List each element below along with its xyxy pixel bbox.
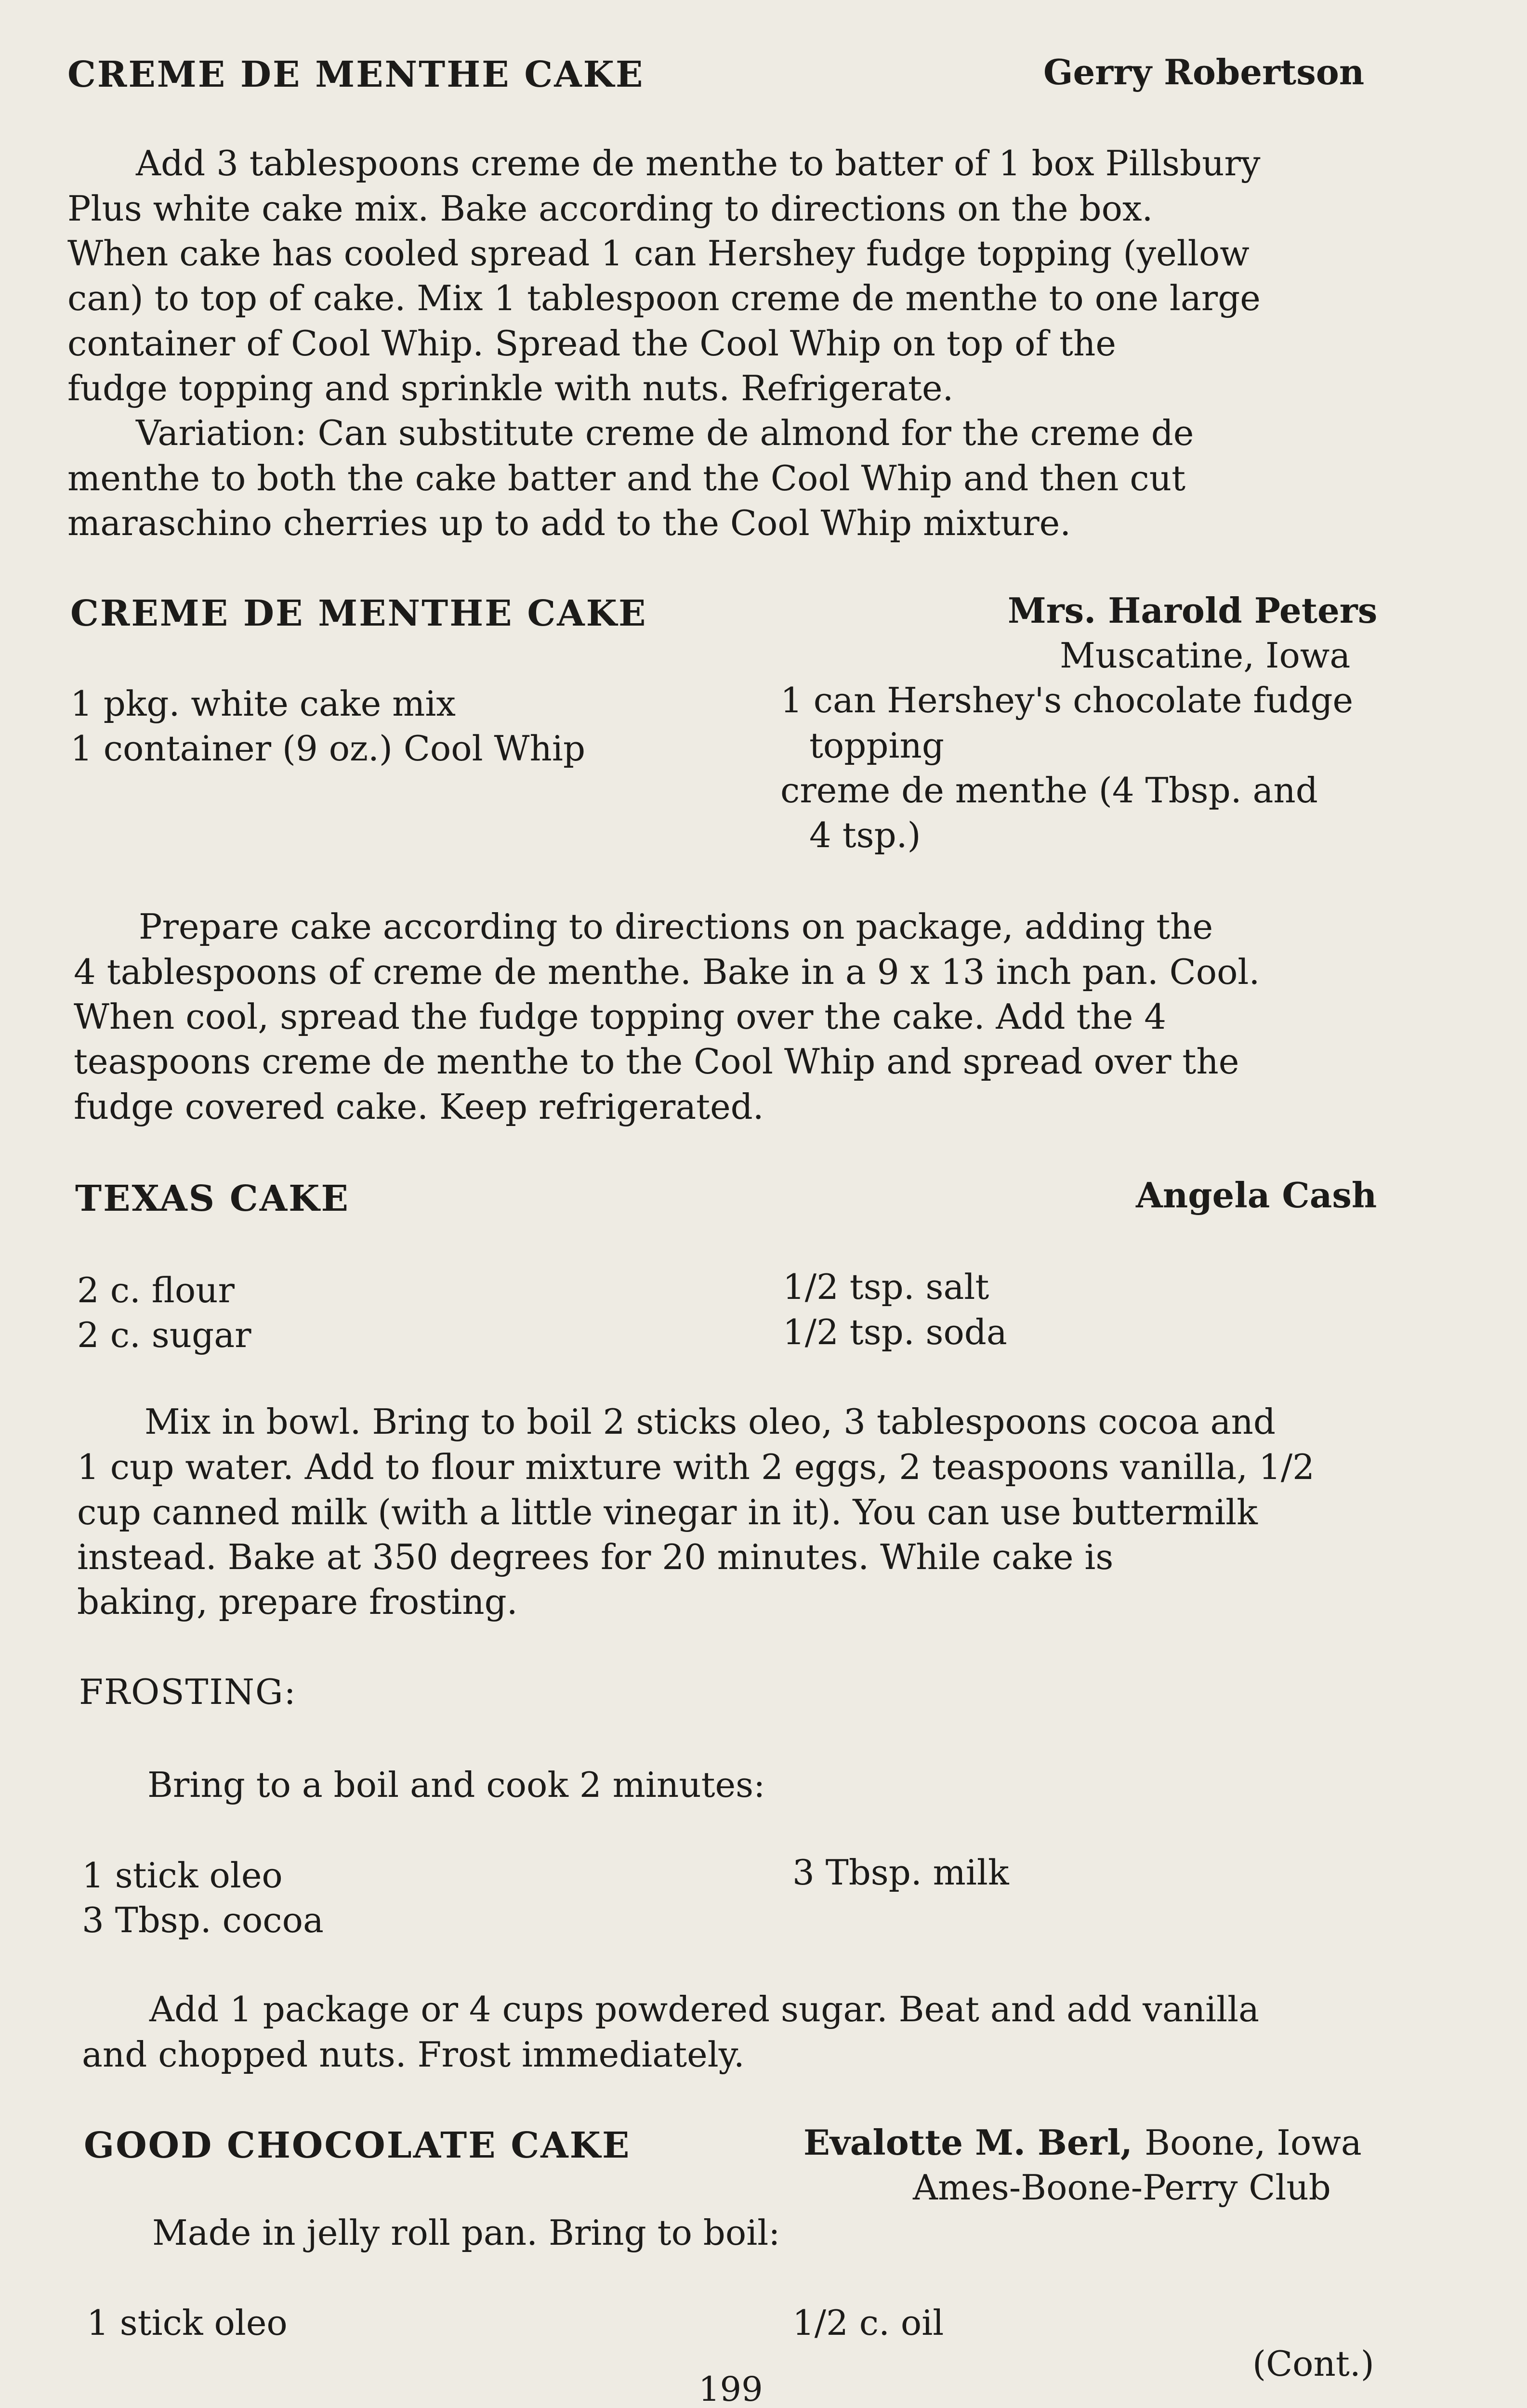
body-line: and chopped nuts. Frost immediately. xyxy=(82,2034,745,2075)
body-line: fudge covered cake. Keep refrigerated. xyxy=(74,1086,764,1127)
ingredient: 2 c. flour xyxy=(77,1270,235,1310)
ingredient: 1/2 tsp. soda xyxy=(783,1312,1007,1352)
body-line: 1 cup water. Add to flour mixture with 2 eggs, 2 teaspoons vanilla, 1/2 xyxy=(77,1447,1315,1487)
recipe-club: Ames-Boone-Perry Club xyxy=(913,2167,1331,2208)
ingredient: 4 tsp.) xyxy=(809,815,921,855)
ingredient: 1 container (9 oz.) Cool Whip xyxy=(70,728,586,769)
continued-note: (Cont.) xyxy=(1252,2343,1374,2384)
ingredient: 1 pkg. white cake mix xyxy=(70,683,456,724)
body-line: Made in jelly roll pan. Bring to boil: xyxy=(152,2212,780,2253)
ingredient: 2 c. sugar xyxy=(77,1315,251,1355)
body-line: menthe to both the cake batter and the Cool Whip and then cut xyxy=(67,458,1186,498)
recipe-author-name: Evalotte M. Berl, xyxy=(803,2122,1132,2163)
body-line: Add 1 package or 4 cups powdered sugar. Beat and add vanilla xyxy=(149,1989,1260,2029)
body-line: Plus white cake mix. Bake according to directions on the box. xyxy=(67,188,1153,229)
recipe-location: Muscatine, Iowa xyxy=(1060,635,1351,676)
body-line: Add 3 tablespoons creme de menthe to batter of 1 box Pillsbury xyxy=(136,143,1261,183)
body-line: container of Cool Whip. Spread the Cool Whip on top of the xyxy=(67,323,1116,364)
ingredient: 1/2 tsp. salt xyxy=(783,1267,989,1307)
frosting-heading: FROSTING: xyxy=(79,1672,297,1712)
recipe-author: Gerry Robertson xyxy=(1043,52,1365,92)
body-line: When cake has cooled spread 1 can Hershey fudge topping (yellow xyxy=(67,233,1250,274)
body-line: fudge topping and sprinkle with nuts. Refrigerate. xyxy=(67,368,954,408)
ingredient: 1/2 c. oil xyxy=(792,2303,944,2343)
ingredient: 3 Tbsp. cocoa xyxy=(82,1900,324,1940)
body-line: cup canned milk (with a little vinegar in it). You can use buttermilk xyxy=(77,1492,1258,1532)
recipe-author xyxy=(803,2122,1362,2163)
ingredient: topping xyxy=(809,725,944,766)
body-line: baking, prepare frosting. xyxy=(77,1582,518,1622)
recipe-author: Mrs. Harold Peters xyxy=(1008,590,1378,631)
recipe-author-place: Boone, Iowa xyxy=(1145,2122,1362,2163)
body-line: Bring to a boil and cook 2 minutes: xyxy=(147,1765,765,1805)
recipe-title: CREME DE MENTHE CAKE xyxy=(67,54,645,95)
body-line: instead. Bake at 350 degrees for 20 minutes. While cake is xyxy=(77,1537,1114,1577)
ingredient: 1 can Hershey's chocolate fudge xyxy=(780,680,1354,720)
ingredient: 3 Tbsp. milk xyxy=(792,1852,1009,1893)
ingredient: 1 stick oleo xyxy=(82,1855,283,1896)
recipe-title: TEXAS CAKE xyxy=(75,1178,350,1219)
recipe-title: CREME DE MENTHE CAKE xyxy=(70,593,647,634)
recipe-title: GOOD CHOCOLATE CAKE xyxy=(84,2125,631,2166)
body-line: 4 tablespoons of creme de menthe. Bake in a 9 x 13 inch pan. Cool. xyxy=(74,952,1260,992)
recipe-author: Angela Cash xyxy=(1136,1175,1377,1216)
body-line: Mix in bowl. Bring to boil 2 sticks oleo, 3 tablespoons cocoa and xyxy=(145,1401,1276,1442)
body-line: can) to top of cake. Mix 1 tablespoon creme de menthe to one large xyxy=(67,278,1261,318)
body-line: Prepare cake according to directions on package, adding the xyxy=(139,906,1213,947)
body-line: teaspoons creme de menthe to the Cool Whip and spread over the xyxy=(74,1041,1239,1082)
body-line: maraschino cherries up to add to the Cool Whip mixture. xyxy=(67,503,1071,543)
body-line: Variation: Can substitute creme de almond for the creme de xyxy=(136,413,1194,453)
page-number: 199 xyxy=(698,2369,763,2408)
ingredient: creme de menthe (4 Tbsp. and xyxy=(780,770,1318,811)
body-line: When cool, spread the fudge topping over the cake. Add the 4 xyxy=(74,996,1167,1037)
ingredient: 1 stick oleo xyxy=(87,2303,288,2343)
